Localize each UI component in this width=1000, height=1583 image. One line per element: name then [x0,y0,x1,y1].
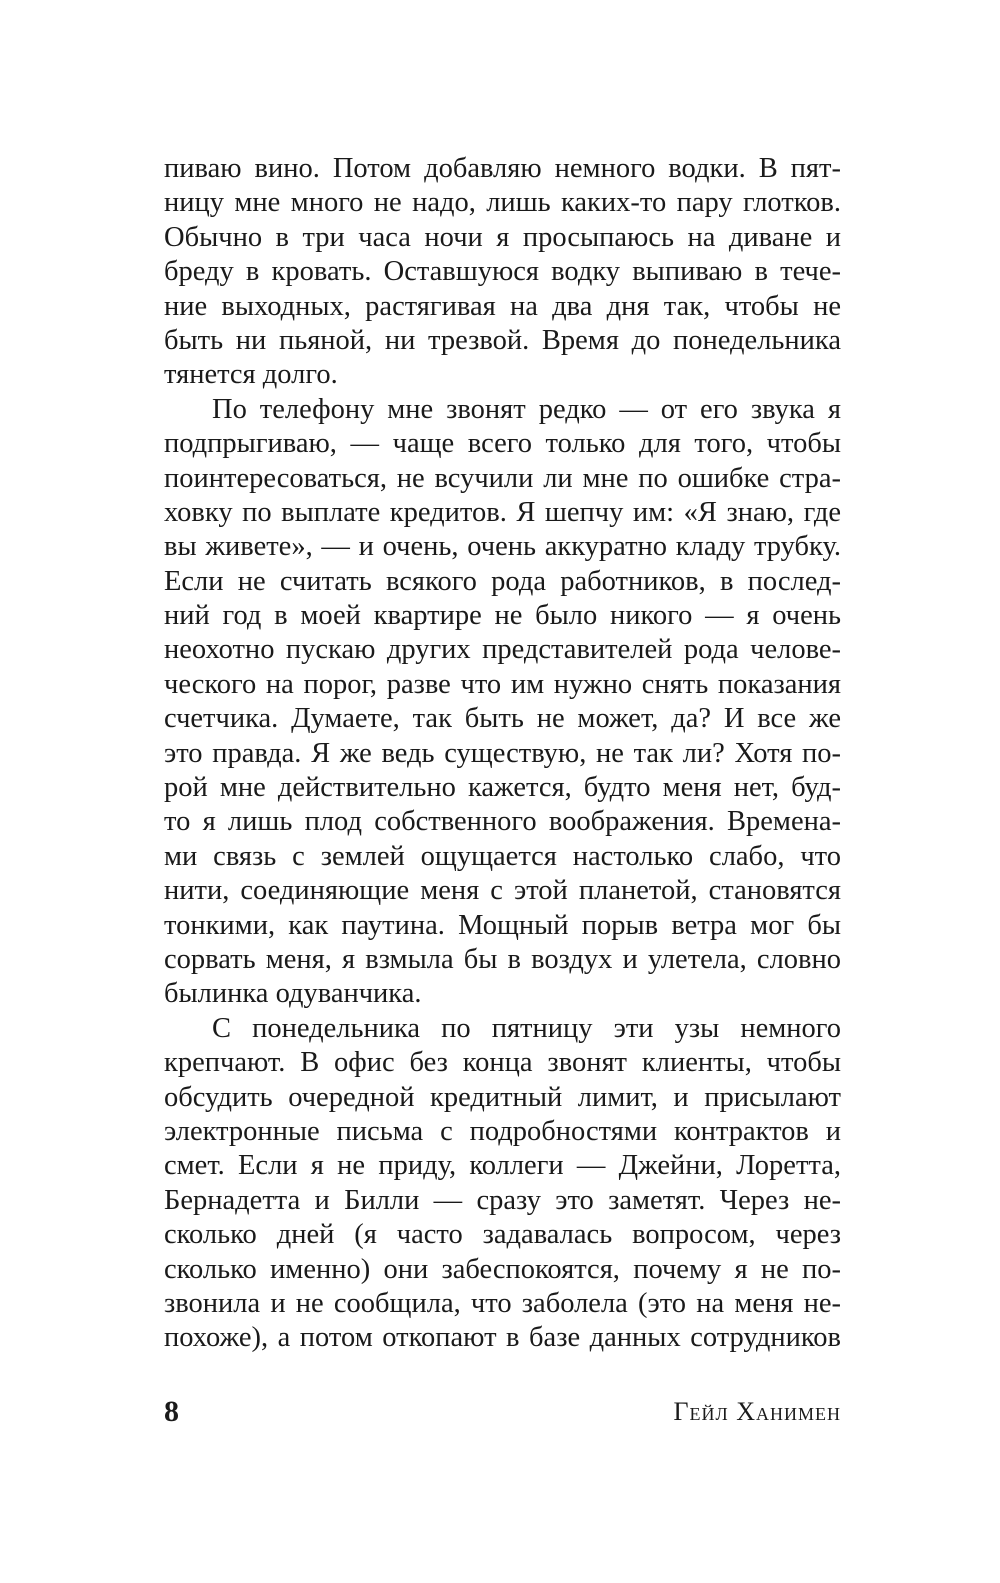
text-line: счетчика. Думаете, так быть не может, да? И все же [164,703,841,735]
paragraph-2 [164,393,841,1012]
text-line: это правда. Я же ведь существую, не так ли? Хотя по- [164,737,841,769]
page-footer [164,1394,841,1430]
body-text [164,152,841,1356]
text-line: смет. Если я не приду, коллеги — Джейни, Лоретта, [164,1150,841,1182]
text-line: поинтересоваться, не всучили ли мне по ошибке стра- [164,462,841,494]
text-line: ми связь с землей ощущается настолько слабо, что [164,840,841,872]
text-line: крепчают. В офис без конца звонят клиенты, чтобы [164,1047,841,1079]
text-line: обсудить очередной кредитный лимит, и присылают [164,1081,841,1113]
text-line: электронные письма с подробностями контрактов и [164,1115,841,1147]
text-line: Бернадетта и Билли — сразу это заметят. Через не- [164,1184,841,1216]
text-line: бреду в кровать. Оставшуюся водку выпиваю в тече- [164,256,841,288]
text-line: Обычно в три часа ночи я просыпаюсь на диване и [164,221,841,253]
text-line: ческого на порог, разве что им нужно снять показания [164,668,841,700]
text-line: рой мне действительно кажется, будто меня нет, буд- [164,772,841,804]
text-line: ницу мне много не надо, лишь каких-то пару глотков. [164,187,841,219]
text-line: звонила и не сообщила, что заболела (это на меня не- [164,1287,841,1319]
text-line: Если не считать всякого рода работников, в послед- [164,565,841,597]
page-number: 8 [164,1395,179,1428]
text-line: ховку по выплате кредитов. Я шепчу им: «Я знаю, где [164,496,841,528]
text-line: быть ни пьяной, ни трезвой. Время до понедельника [164,324,841,356]
text-line: пиваю вино. Потом добавляю немного водки. В пят- [164,153,841,184]
text-line: сколько именно) они забеспокоятся, почему я не по- [164,1253,841,1285]
text-line: былинка одуванчика. [164,978,422,1010]
text-line: вы живете», — и очень, очень аккуратно кладу трубку. [164,531,841,563]
text-line: тонкими, как паутина. Мощный порыв ветра мог бы [164,909,841,941]
text-line: сорвать меня, я взмыла бы в воздух и улетела, словно [164,943,841,975]
paragraph-1 [164,152,841,393]
text-line: С понедельника по пятницу эти узы немного [212,1012,841,1044]
text-line: ний год в моей квартире не было никого — я очень [164,600,841,632]
text-line: сколько дней (я часто задавалась вопросом, через [164,1219,841,1251]
text-line: подпрыгиваю, — чаще всего только для того, чтобы [164,428,841,460]
text-line: то я лишь плод собственного воображения. Времена- [164,806,841,838]
text-line: неохотно пускаю других представителей рода челове- [164,634,841,666]
text-line: похоже), а потом откопают в базе данных сотрудников [164,1322,841,1354]
paragraph-3 [164,1012,841,1356]
text-line: тянется долго. [164,359,338,391]
running-head-author: Гейл Ханимен [673,1397,841,1426]
text-line: нити, соединяющие меня с этой планетой, становятся [164,875,841,907]
text-line: ние выходных, растягивая на два дня так, чтобы не [164,290,841,322]
text-line: По телефону мне звонят редко — от его звука я [212,393,841,425]
